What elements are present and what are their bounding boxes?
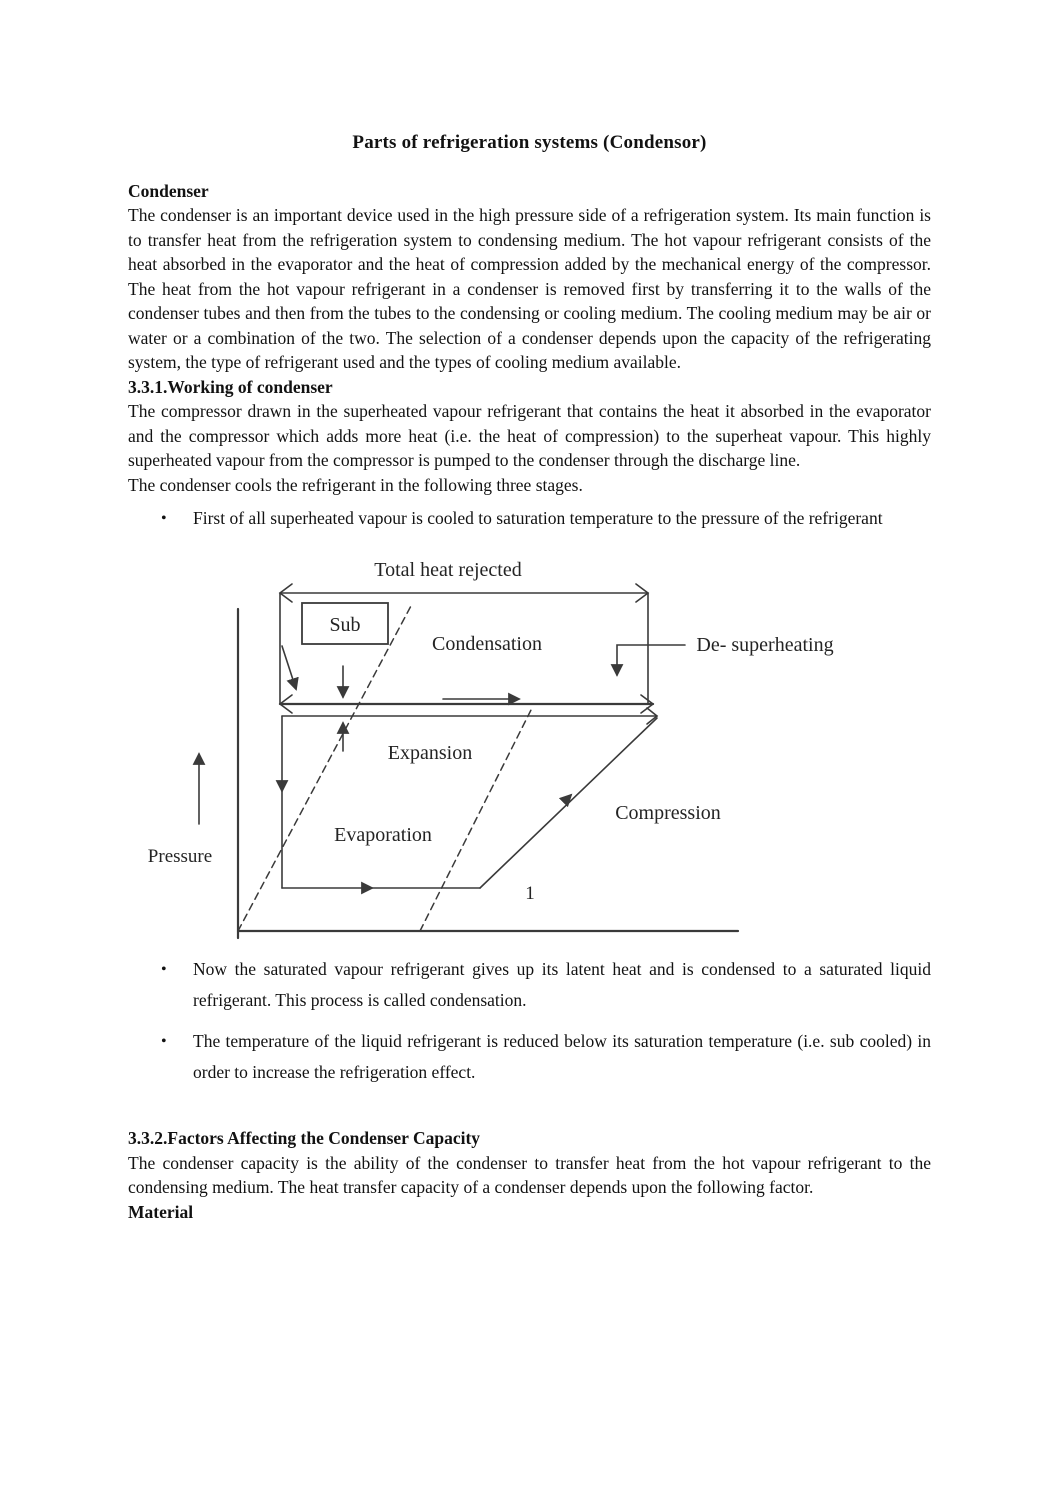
label-total-heat-rejected: Total heat rejected bbox=[374, 559, 522, 581]
list-item-superheat bbox=[128, 503, 931, 534]
refrigeration-cycle-diagram bbox=[120, 548, 910, 948]
label-state-point-1: 1 bbox=[525, 883, 535, 904]
material-heading: Material bbox=[128, 1201, 194, 1222]
label-sub: Sub bbox=[329, 614, 361, 636]
page-title: Parts of refrigeration systems (Condensor) bbox=[352, 132, 707, 153]
factors-heading: 3.3.2.Factors Affecting the Condenser Capacity bbox=[128, 1128, 481, 1148]
sub-pointer-arrow bbox=[282, 646, 296, 689]
diagram-figure bbox=[120, 548, 910, 948]
label-pressure: Pressure bbox=[147, 846, 213, 867]
bullet-text: Now the saturated vapour refrigerant gives up its latent heat and is condensed to a saturated liquid refrigerant. This process is called condensation. bbox=[193, 959, 931, 1010]
list-item-condensation bbox=[128, 954, 931, 1016]
saturated-liquid-dashed-line bbox=[238, 604, 412, 931]
factors-paragraph: The condenser capacity is the ability of the condenser to transfer heat from the hot vapour refrigerant to the condensing medium. The heat transfer capacity of a condenser depends upon the following factor. bbox=[128, 1152, 931, 1197]
list-item-subcooling bbox=[128, 1026, 931, 1088]
working-paragraph: The compressor drawn in the superheated vapour refrigerant that contains the heat it absorbed in the evaporator and the compressor which adds more heat (i.e. the heat of compression) to the superheat vapour. This highly superheated vapour from the compressor is pumped to the condenser through the discharge line. bbox=[128, 401, 931, 470]
de-superheating-arrow bbox=[617, 645, 685, 675]
bullet-text: The temperature of the liquid refrigerant is reduced below its saturation temperature (i.e. sub cooled) in order to increase the refrigeration effect. bbox=[193, 1031, 931, 1082]
label-de-superheating: De- superheating bbox=[696, 634, 834, 656]
condenser-heading: Condenser bbox=[128, 180, 209, 201]
bullet-text: First of all superheated vapour is cooled to saturation temperature to the pressure of the refrigerant bbox=[193, 508, 883, 528]
condenser-paragraph: The condenser is an important device used in the high pressure side of a refrigeration system. Its main function is to transfer heat from the refrigeration system to condensing medium. The hot vapour refrigerant consists of the heat absorbed in the evaporator and the heat of compression added by the mechanical energy of the compressor. The heat from the hot vapour refrigerant in a condenser is removed first by transferring it to the walls of the condenser tubes and then from the tubes to the condensing or cooling medium. The cooling medium may be air or water or a combination of the two. The selection of a condenser depends upon the capacity of the refrigerating system, the type of refrigerant used and the types of cooling medium available. bbox=[128, 205, 931, 372]
working-heading: 3.3.1.Working of condenser bbox=[128, 376, 333, 397]
label-compression: Compression bbox=[615, 802, 721, 824]
label-evaporation: Evaporation bbox=[334, 824, 432, 846]
document-content bbox=[128, 131, 931, 1224]
label-condensation: Condensation bbox=[432, 633, 542, 655]
stages-intro-paragraph: The condenser cools the refrigerant in the following three stages. bbox=[128, 474, 583, 495]
saturated-vapour-dashed-line bbox=[420, 706, 533, 931]
label-expansion: Expansion bbox=[387, 742, 473, 764]
